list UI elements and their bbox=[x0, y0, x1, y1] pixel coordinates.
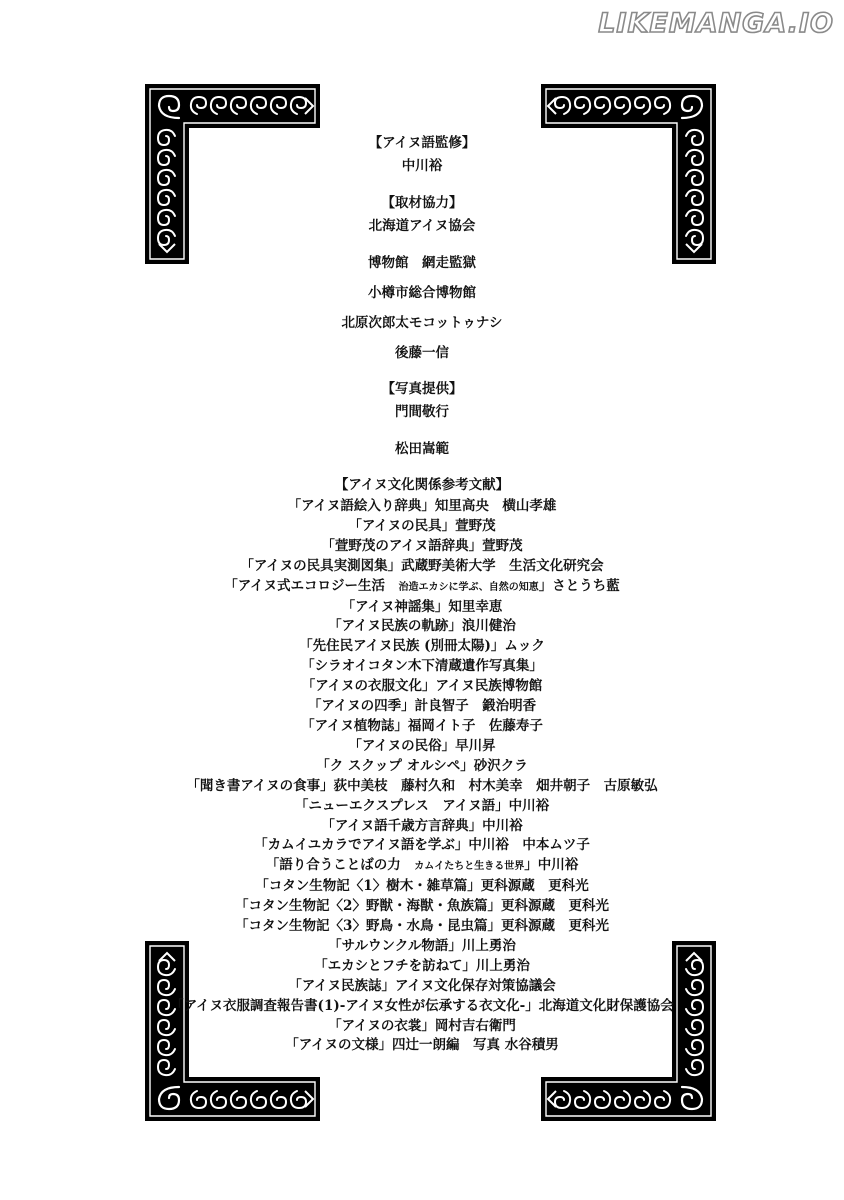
reference-author: 」さとうち藍 bbox=[538, 577, 620, 594]
reference-item: 「先住民アイヌ民族 (別冊太陽)」ムック bbox=[299, 638, 545, 655]
section-heading-photos: 【写真提供】 bbox=[381, 381, 463, 397]
reference-item: 「コタン生物記〈3〉野鳥・水鳥・昆虫篇」更科源蔵 更科光 bbox=[235, 918, 609, 935]
reference-item: 「アイヌの衣裳」岡村吉右衛門 bbox=[328, 1017, 516, 1034]
reference-item: 「アイヌ民族の軌跡」浪川健治 bbox=[328, 618, 516, 635]
reference-subtitle: 治造エカシに学ぶ、自然の知恵 bbox=[398, 581, 539, 593]
reference-item: 「アイヌ語千歳方言辞典」中川裕 bbox=[321, 817, 523, 834]
section-heading-cooperation: 【取材協力】 bbox=[381, 195, 463, 211]
reference-item: 「サルウンクル物語」川上勇治 bbox=[328, 937, 516, 954]
reference-item: 「アイヌ語絵入り辞典」知里高央 横山孝雄 bbox=[287, 498, 557, 514]
reference-item: 「ニューエクスプレス アイヌ語」中川裕 bbox=[294, 797, 550, 814]
credit-entry: 小樽市総合博物館 bbox=[368, 285, 476, 301]
reference-item: 「アイヌの衣服文化」アイヌ民族博物館 bbox=[301, 678, 543, 695]
credit-entry: 北原次郎太モコットゥナシ bbox=[341, 315, 503, 331]
reference-list bbox=[140, 497, 704, 1056]
reference-item: 「アイヌの民具実測図集」武蔵野美術大学 生活文化研究会 bbox=[240, 557, 604, 574]
reference-title: 「語り合うことばの力 bbox=[265, 857, 401, 874]
reference-item: 「アイヌ民族誌」アイヌ文化保存対策協議会 bbox=[288, 977, 556, 994]
reference-item: 「カムイユカラでアイヌ語を学ぶ」中川裕 中本ムツ子 bbox=[254, 837, 590, 854]
watermark: LIKEMANGA.IO bbox=[598, 8, 834, 39]
credits-content bbox=[140, 132, 704, 1056]
reference-item: 「アイヌの四季」計良智子 鍛治明香 bbox=[307, 698, 537, 715]
reference-subtitle: カムイたちと生きる世界 bbox=[414, 861, 525, 873]
section-heading-supervision: 【アイヌ語監修】 bbox=[368, 135, 476, 151]
reference-item: 「コタン生物記〈2〉野獣・海獣・魚族篇」更科源蔵 更科光 bbox=[235, 898, 609, 915]
credit-entry: 松田嵩範 bbox=[395, 441, 449, 457]
credit-entry: 北海道アイヌ協会 bbox=[368, 218, 476, 234]
credit-entry: 中川裕 bbox=[401, 158, 443, 174]
reference-item: 「コタン生物記〈1〉樹木・雑草篇」更科源蔵 更科光 bbox=[255, 878, 589, 895]
reference-item: 「聞き書アイヌの食事」荻中美枝 藤村久和 村木美幸 畑井朝子 古原敏弘 bbox=[186, 777, 658, 794]
credit-entry: 博物館 網走監獄 bbox=[368, 255, 476, 271]
reference-item: 「シラオイコタン木下清蔵遺作写真集」 bbox=[301, 658, 543, 675]
reference-item: 「エカシとフチを訪ねて」川上勇治 bbox=[314, 957, 530, 974]
reference-item: 「アイヌ神謡集」知里幸恵 bbox=[341, 598, 503, 615]
reference-author: 」中川裕 bbox=[524, 857, 579, 874]
reference-item bbox=[140, 577, 704, 598]
section-heading-references: 【アイヌ文化関係参考文献】 bbox=[334, 477, 510, 493]
reference-item: 「ク スクップ オルシペ」砂沢クラ bbox=[316, 757, 528, 774]
reference-item: 「アイヌ衣服調査報告書(1)-アイヌ女性が伝承する衣文化-」北海道文化財保護協会 bbox=[170, 997, 674, 1014]
reference-item: 「アイヌの文様」四辻一朗編 写真 水谷積男 bbox=[285, 1037, 559, 1054]
reference-item bbox=[140, 856, 704, 877]
credit-entry: 後藤一信 bbox=[395, 345, 449, 361]
reference-item: 「萱野茂のアイヌ語辞典」萱野茂 bbox=[321, 537, 523, 554]
reference-title: 「アイヌ式エコロジー生活 bbox=[224, 577, 386, 594]
reference-item: 「アイヌの民具」萱野茂 bbox=[348, 517, 496, 534]
reference-item: 「アイヌの民俗」早川昇 bbox=[348, 737, 496, 754]
credit-entry: 門間敬行 bbox=[395, 404, 449, 420]
reference-item: 「アイヌ植物誌」福岡イト子 佐藤寿子 bbox=[301, 717, 543, 734]
